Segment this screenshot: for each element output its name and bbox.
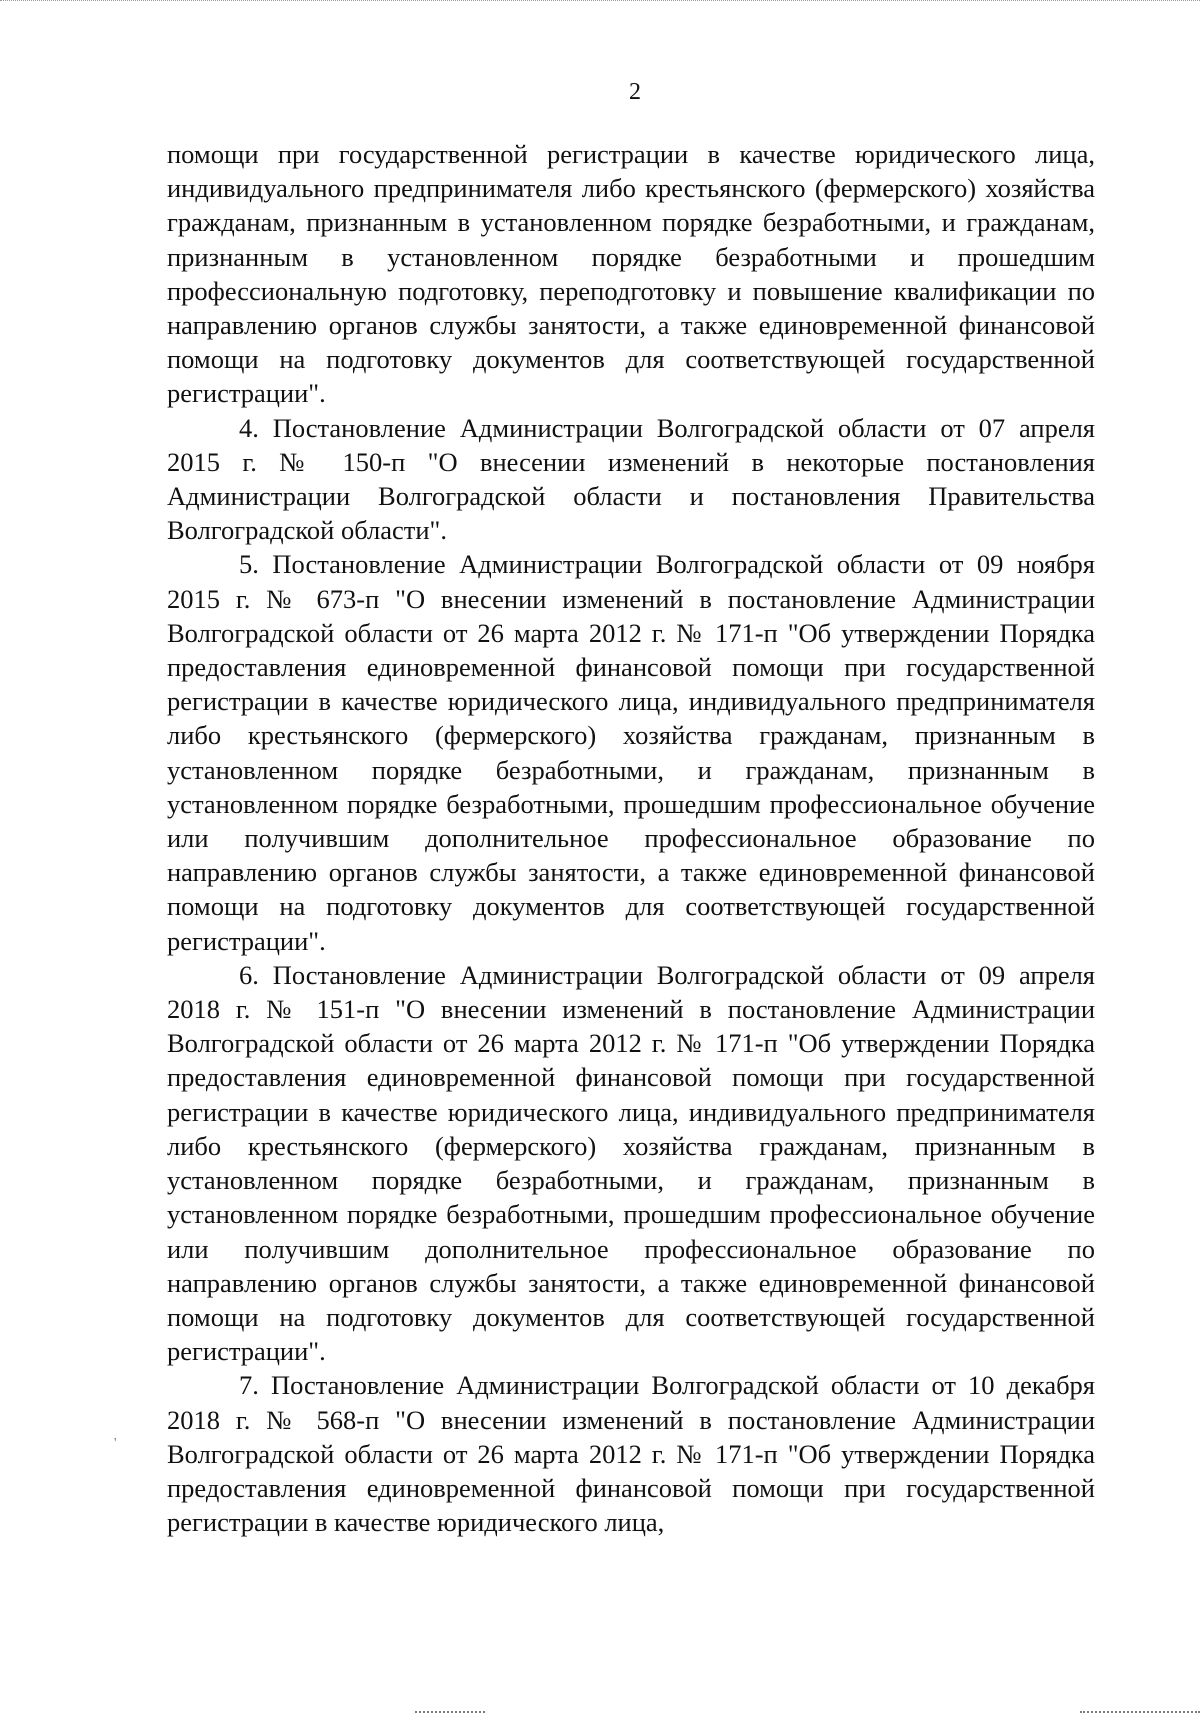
paragraph-continuation: помощи при государственной регистрации в качестве юридического лица, индивидуального предпринимателя либо крестьянского (фермерского) хозяйства гражданам, признанным в установленном порядке безработными, и гражданам, признанным в установленном порядке безработными и прошедшим профессиональную подготовку, переподготовку и повышение квалификации по направлению органов службы занятости, а также единовременной финансовой помощи на подготовку документов для соответствующей государственной регистрации".: [167, 139, 1095, 409]
document-body: [167, 137, 1095, 1539]
scan-bottom-edge-right: [1080, 1705, 1200, 1713]
paragraph-item-7: 7. Постановление Администрации Волгоградской области от 10 декабря 2018 г. № 568-п "О внесении изменений в постановление Администрации Волгоградской области от 26 марта 2012 г. № 171-п "Об утверждении Порядка предоставления единовременной финансовой помощи при государственной регистрации в качестве юридического лица,: [167, 1370, 1095, 1538]
scan-top-edge: [0, 0, 1200, 3]
scan-speck-left: ': [114, 1436, 117, 1451]
paragraph-item-6: 6. Постановление Администрации Волгоградской области от 09 апреля 2018 г. № 151-п "О внесении изменений в постановление Администрации Волгоградской области от 26 марта 2012 г. № 171-п "Об утверждении Порядка предоставления единовременной финансовой помощи при государственной регистрации в качестве юридического лица, индивидуального предпринимателя либо крестьянского (фермерского) хозяйства гражданам, признанным в установленном порядке безработными, и гражданам, признанным в установленном порядке безработными, прошедшим профессиональное обучение или получившим дополнительное профессиональное образование по направлению органов службы занятости, а также единовременной финансовой помощи на подготовку документов для соответствующей государственной регистрации".: [167, 959, 1095, 1367]
paragraph-item-4: 4. Постановление Администрации Волгоградской области от 07 апреля 2015 г. № 150-п "О внесении изменений в некоторые постановления Администрации Волгоградской области и постановления Правительства Волгоградской области".: [167, 412, 1095, 546]
page-number: 2: [629, 79, 641, 105]
paragraph-item-5: 5. Постановление Администрации Волгоградской области от 09 ноября 2015 г. № 673-п "О внесении изменений в постановление Администрации Волгоградской области от 26 марта 2012 г. № 171-п "Об утверждении Порядка предоставления единовременной финансовой помощи при государственной регистрации в качестве юридического лица, индивидуального предпринимателя либо крестьянского (фермерского) хозяйства гражданам, признанным в установленном порядке безработными, и гражданам, признанным в установленном порядке безработными, прошедшим профессиональное обучение или получившим дополнительное профессиональное образование по направлению органов службы занятости, а также единовременной финансовой помощи на подготовку документов для соответствующей государственной регистрации".: [167, 549, 1095, 956]
scan-bottom-edge-center: [415, 1705, 485, 1713]
